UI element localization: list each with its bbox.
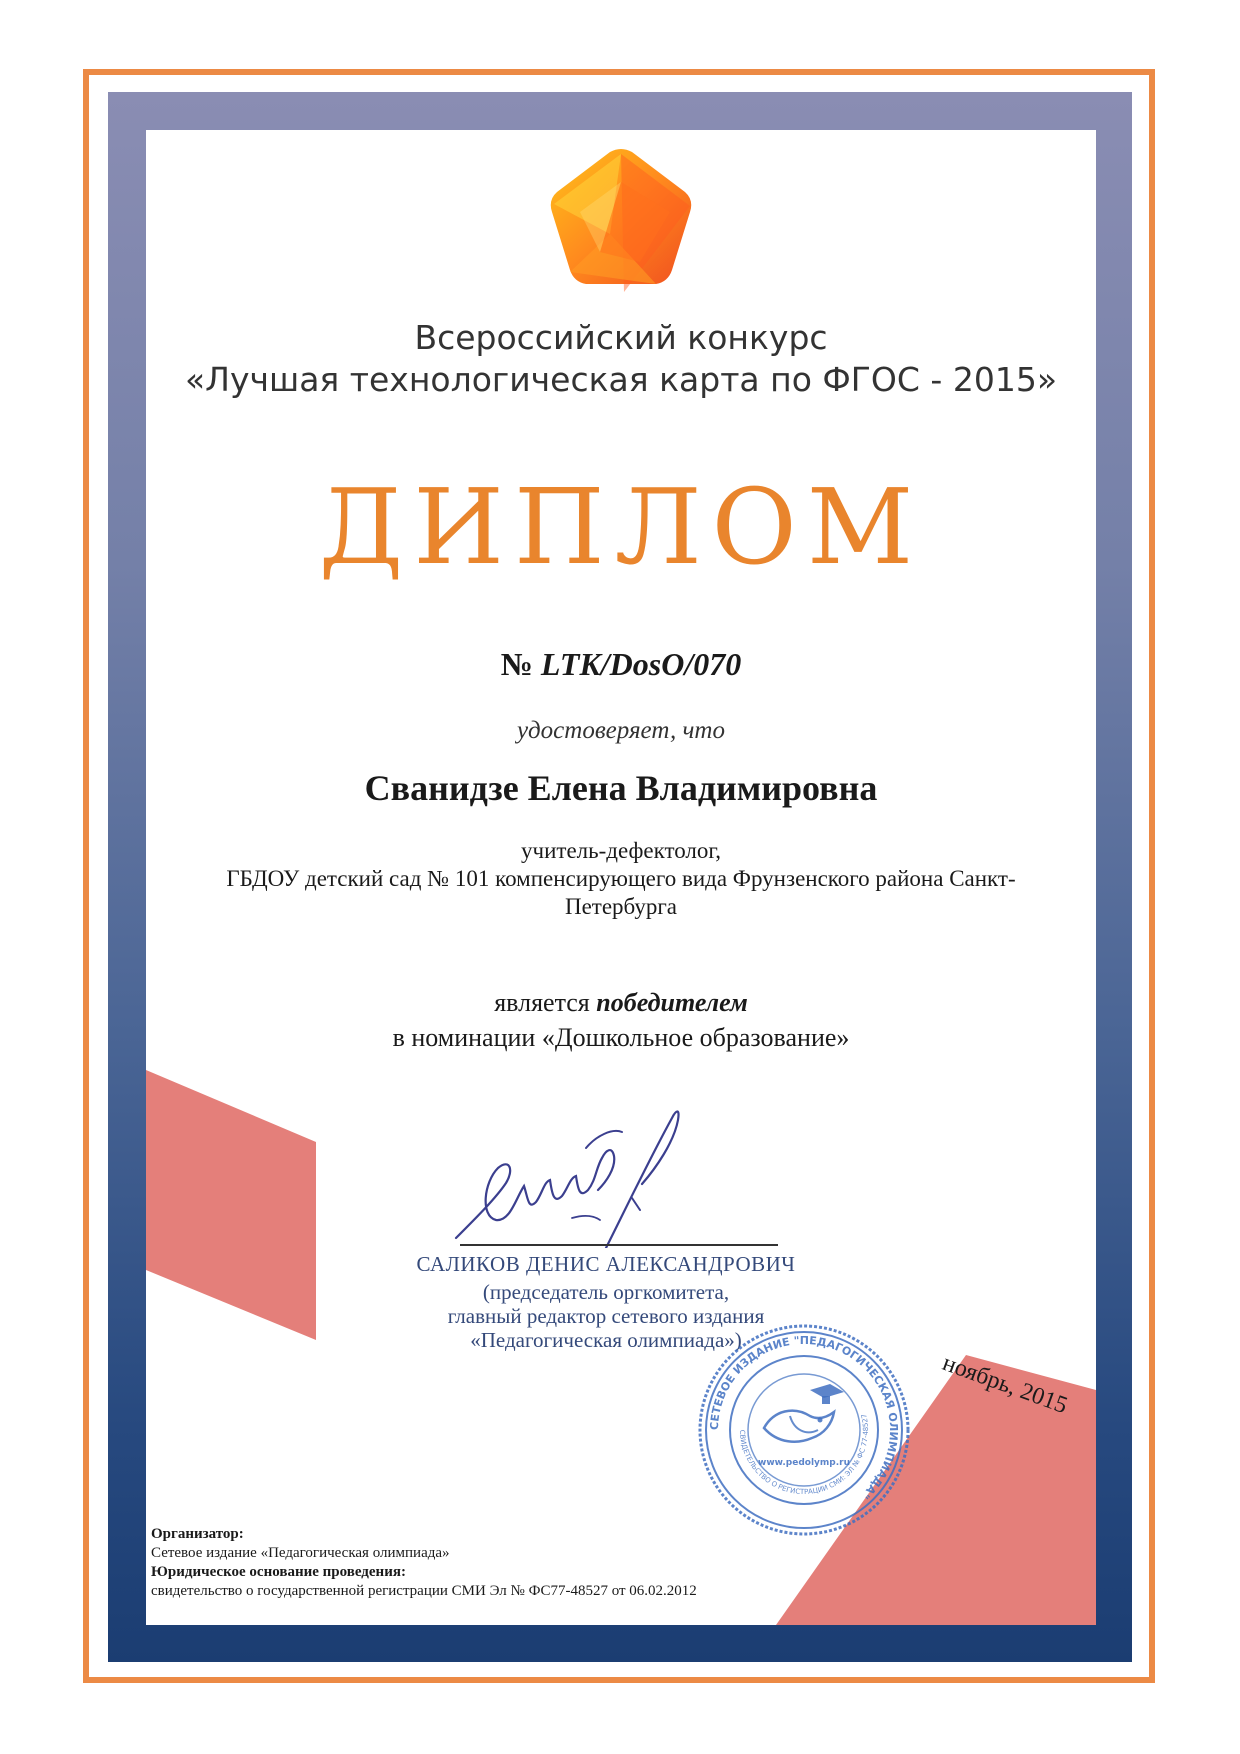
contest-name-line1: Всероссийский конкурс [414,318,828,357]
nomination-line: в номинации «Дошкольное образование» [392,1023,850,1052]
signature-icon [436,1098,756,1248]
recipient-position [146,837,1096,921]
seal-ring-text: СЕТЕВОЕ ИЗДАНИЕ "ПЕДАГОГИЧЕСКАЯ ОЛИМПИАДА" [707,1333,901,1502]
diploma-number [146,646,1096,683]
left-ribbon [146,1070,316,1340]
signer-role-line3: «Педагогическая олимпиада») [470,1328,742,1352]
number-sign: № [500,646,533,682]
contest-logo-icon [540,142,702,304]
seal-site-text: www.pedolymp.ru [758,1458,850,1468]
signature-line [460,1244,778,1246]
winner-prefix: является [494,988,590,1017]
svg-text:СВИДЕТЕЛЬСТВО О РЕГИСТРАЦИИ СМ [738,1413,870,1496]
organizer-label: Организатор: [151,1526,244,1542]
organizer-value: Сетевое издание «Педагогическая олимпиада» [151,1545,450,1561]
position-line3: Петербурга [564,894,678,919]
signer-name: САЛИКОВ ДЕНИС АЛЕКСАНДРОВИЧ [416,1252,796,1276]
winner-line [146,988,1096,1018]
official-seal-icon [694,1320,914,1540]
legal-basis-value: свидетельство о государственной регистрации СМИ Эл № ФС77-48527 от 06.02.2012 [151,1583,697,1599]
winner-word: победителем [596,988,748,1017]
number-value: LTK/DosO/070 [540,646,742,682]
diploma-title: ДИПЛОМ [318,466,924,588]
recipient-name: Сванидзе Елена Владимировна [364,768,878,808]
signer-role-line2: главный редактор сетевого издания [447,1304,765,1328]
issue-date: ноябрь, 2015 [939,1350,1071,1420]
certifies-text: удостоверяет, что [517,717,725,744]
signer-role-line1: (председатель оргкомитета, [482,1280,730,1304]
position-line1: учитель-дефектолог, [521,838,721,863]
contest-name-line2: «Лучшая технологическая карта по ФГОС - 2015» [184,360,1058,399]
organizer-info [151,1525,697,1601]
seal-inner-ring-text: СВИДЕТЕЛЬСТВО О РЕГИСТРАЦИИ СМИ: ЭЛ № ФС 77-48527 [737,1413,871,1497]
position-line2: ГБДОУ детский сад № 101 компенсирующего вида Фрунзенского района Санкт- [226,866,1016,891]
legal-basis-label: Юридическое основание проведения: [151,1564,406,1580]
diploma-paper [146,130,1096,1625]
